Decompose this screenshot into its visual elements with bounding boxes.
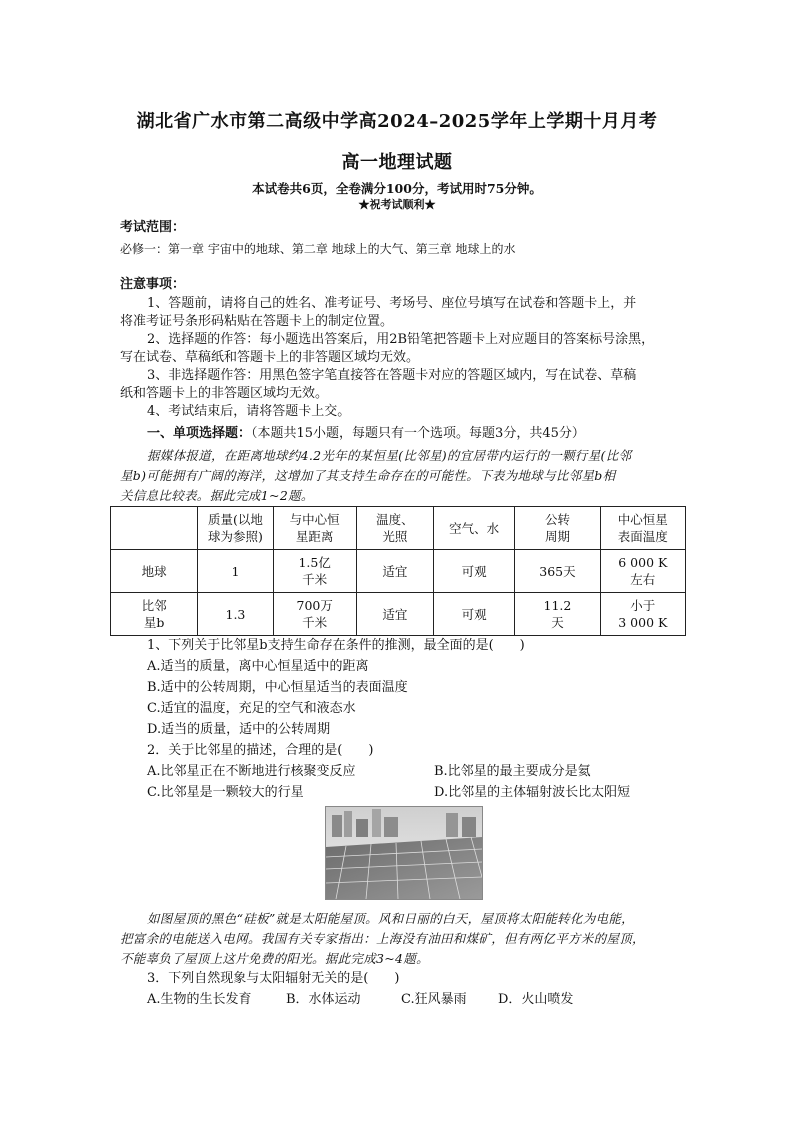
section-1 [147, 425, 585, 443]
table-header-cell: 与中心恒 星距离 [273, 507, 356, 550]
question-1-option-a[interactable]: A.适当的质量，离中心恒星适中的距离 [147, 659, 369, 674]
table-cell: 适宜 [356, 593, 433, 636]
table-cell: 比邻 星b [111, 593, 198, 636]
comparison-table [110, 506, 686, 636]
note-3b: 纸和答题卡上的非答题区域均无效。 [120, 386, 329, 401]
passage-1-line-3: 关信息比较表。据此完成1~2题。 [120, 488, 314, 503]
table-cell: 小于 3 000 K [600, 593, 685, 636]
passage-2-line-1: 如图屋顶的黑色“硅板”就是太阳能屋顶。风和日丽的白天，屋顶将太阳能转化为电能， [147, 911, 634, 926]
solar-roof-photo [325, 806, 483, 900]
table-cell: 可观 [434, 593, 515, 636]
table-row [111, 593, 686, 636]
table-header-cell: 空气、水 [434, 507, 515, 550]
table-cell: 1 [198, 550, 273, 593]
exam-subtitle: 高一地理试题 [341, 152, 453, 173]
question-2-option-d[interactable]: D.比邻星的主体辐射波长比太阳短 [434, 785, 631, 800]
solar-roof-illustration [326, 807, 482, 899]
scope-text: 必修一：第一章 宇宙中的地球、第二章 地球上的大气、第三章 地球上的水 [120, 242, 516, 256]
table-header-cell: 公转 周期 [515, 507, 600, 550]
question-2-option-a[interactable]: A.比邻星正在不断地进行核聚变反应 [147, 764, 356, 779]
table-cell: 地球 [111, 550, 198, 593]
section-1-heading: 一、单项选择题： [147, 426, 252, 441]
note-2b: 写在试卷、草稿纸和答题卡上的非答题区域均无效。 [120, 350, 420, 365]
question-2-stem: 2．关于比邻星的描述，合理的是( ) [147, 743, 374, 758]
exam-title: 湖北省广水市第二高级中学高2024–2025学年上学期十月月考 [136, 111, 658, 132]
table-row [111, 550, 686, 593]
passage-2-line-3: 不能辜负了屋顶上这片免费的阳光。据此完成3~4题。 [120, 951, 429, 966]
note-3a: 3、非选择题作答：用黑色签字笔直接答在答题卡对应的答题区域内，写在试卷、草稿 [147, 368, 637, 383]
table-header-cell: 温度、 光照 [356, 507, 433, 550]
passage-2-line-2: 把富余的电能送入电网。我国有关专家指出：上海没有油田和煤矿，但有两亿平方米的屋顶， [120, 931, 645, 946]
scope-label: 考试范围： [120, 220, 186, 235]
note-1b: 将准考证号条形码粘贴在答题卡上的制定位置。 [120, 314, 394, 329]
note-2a: 2、选择题的作答：每小题选出答案后，用2B铅笔把答题卡上对应题目的答案标号涂黑， [147, 332, 655, 347]
question-2-option-b[interactable]: B.比邻星的最主要成分是氦 [434, 764, 591, 779]
table-cell: 1.3 [198, 593, 273, 636]
question-2-option-c[interactable]: C.比邻星是一颗较大的行星 [147, 785, 304, 800]
notes-label: 注意事项： [120, 277, 186, 292]
table-header-cell: 质量(以地 球为参照) [198, 507, 273, 550]
note-1a: 1、答题前，请将自己的姓名、准考证号、考场号、座位号填写在试卷和答题卡上，并 [147, 296, 637, 311]
table-cell: 700万 千米 [273, 593, 356, 636]
table-cell: 适宜 [356, 550, 433, 593]
table-cell: 11.2 天 [515, 593, 600, 636]
question-3-option-a[interactable]: A.生物的生长发育 [147, 992, 252, 1007]
question-3-stem: 3．下列自然现象与太阳辐射无关的是( ) [147, 971, 400, 986]
exam-wish: ★祝考试顺利★ [358, 198, 436, 211]
note-4: 4、考试结束后，请将答题卡上交。 [147, 404, 351, 419]
passage-1-line-2: 星b)可能拥有广阔的海洋，这增加了其支持生命存在的可能性。下表为地球与比邻星b相 [120, 468, 616, 483]
passage-1-line-1: 据媒体报道，在距离地球约4.2光年的某恒星(比邻星)的宜居带内运行的一颗行星(比邻 [147, 448, 632, 463]
question-3-option-b[interactable]: B．水体运动 [286, 992, 361, 1007]
question-1-stem: 1、下列关于比邻星b支持生命存在条件的推测，最全面的是( ) [147, 638, 525, 653]
question-3-option-c[interactable]: C.狂风暴雨 [401, 992, 467, 1007]
exam-info: 本试卷共6页，全卷满分100分，考试用时75分钟。 [252, 181, 542, 196]
table-cell: 365天 [515, 550, 600, 593]
table-cell: 可观 [434, 550, 515, 593]
table-cell: 6 000 K 左右 [600, 550, 685, 593]
question-1-option-c[interactable]: C.适宜的温度，充足的空气和液态水 [147, 701, 356, 716]
table-cell: 1.5亿 千米 [273, 550, 356, 593]
question-1-option-b[interactable]: B.适中的公转周期，中心恒星适当的表面温度 [147, 680, 408, 695]
section-1-desc: （本题共15小题，每题只有一个选项。每题3分，共45分） [251, 426, 585, 441]
table-header-cell [111, 507, 198, 550]
question-1-option-d[interactable]: D.适当的质量，适中的公转周期 [147, 722, 331, 737]
question-3-option-d[interactable]: D．火山喷发 [498, 992, 574, 1007]
table-header-row [111, 507, 686, 550]
table-header-cell: 中心恒星 表面温度 [600, 507, 685, 550]
